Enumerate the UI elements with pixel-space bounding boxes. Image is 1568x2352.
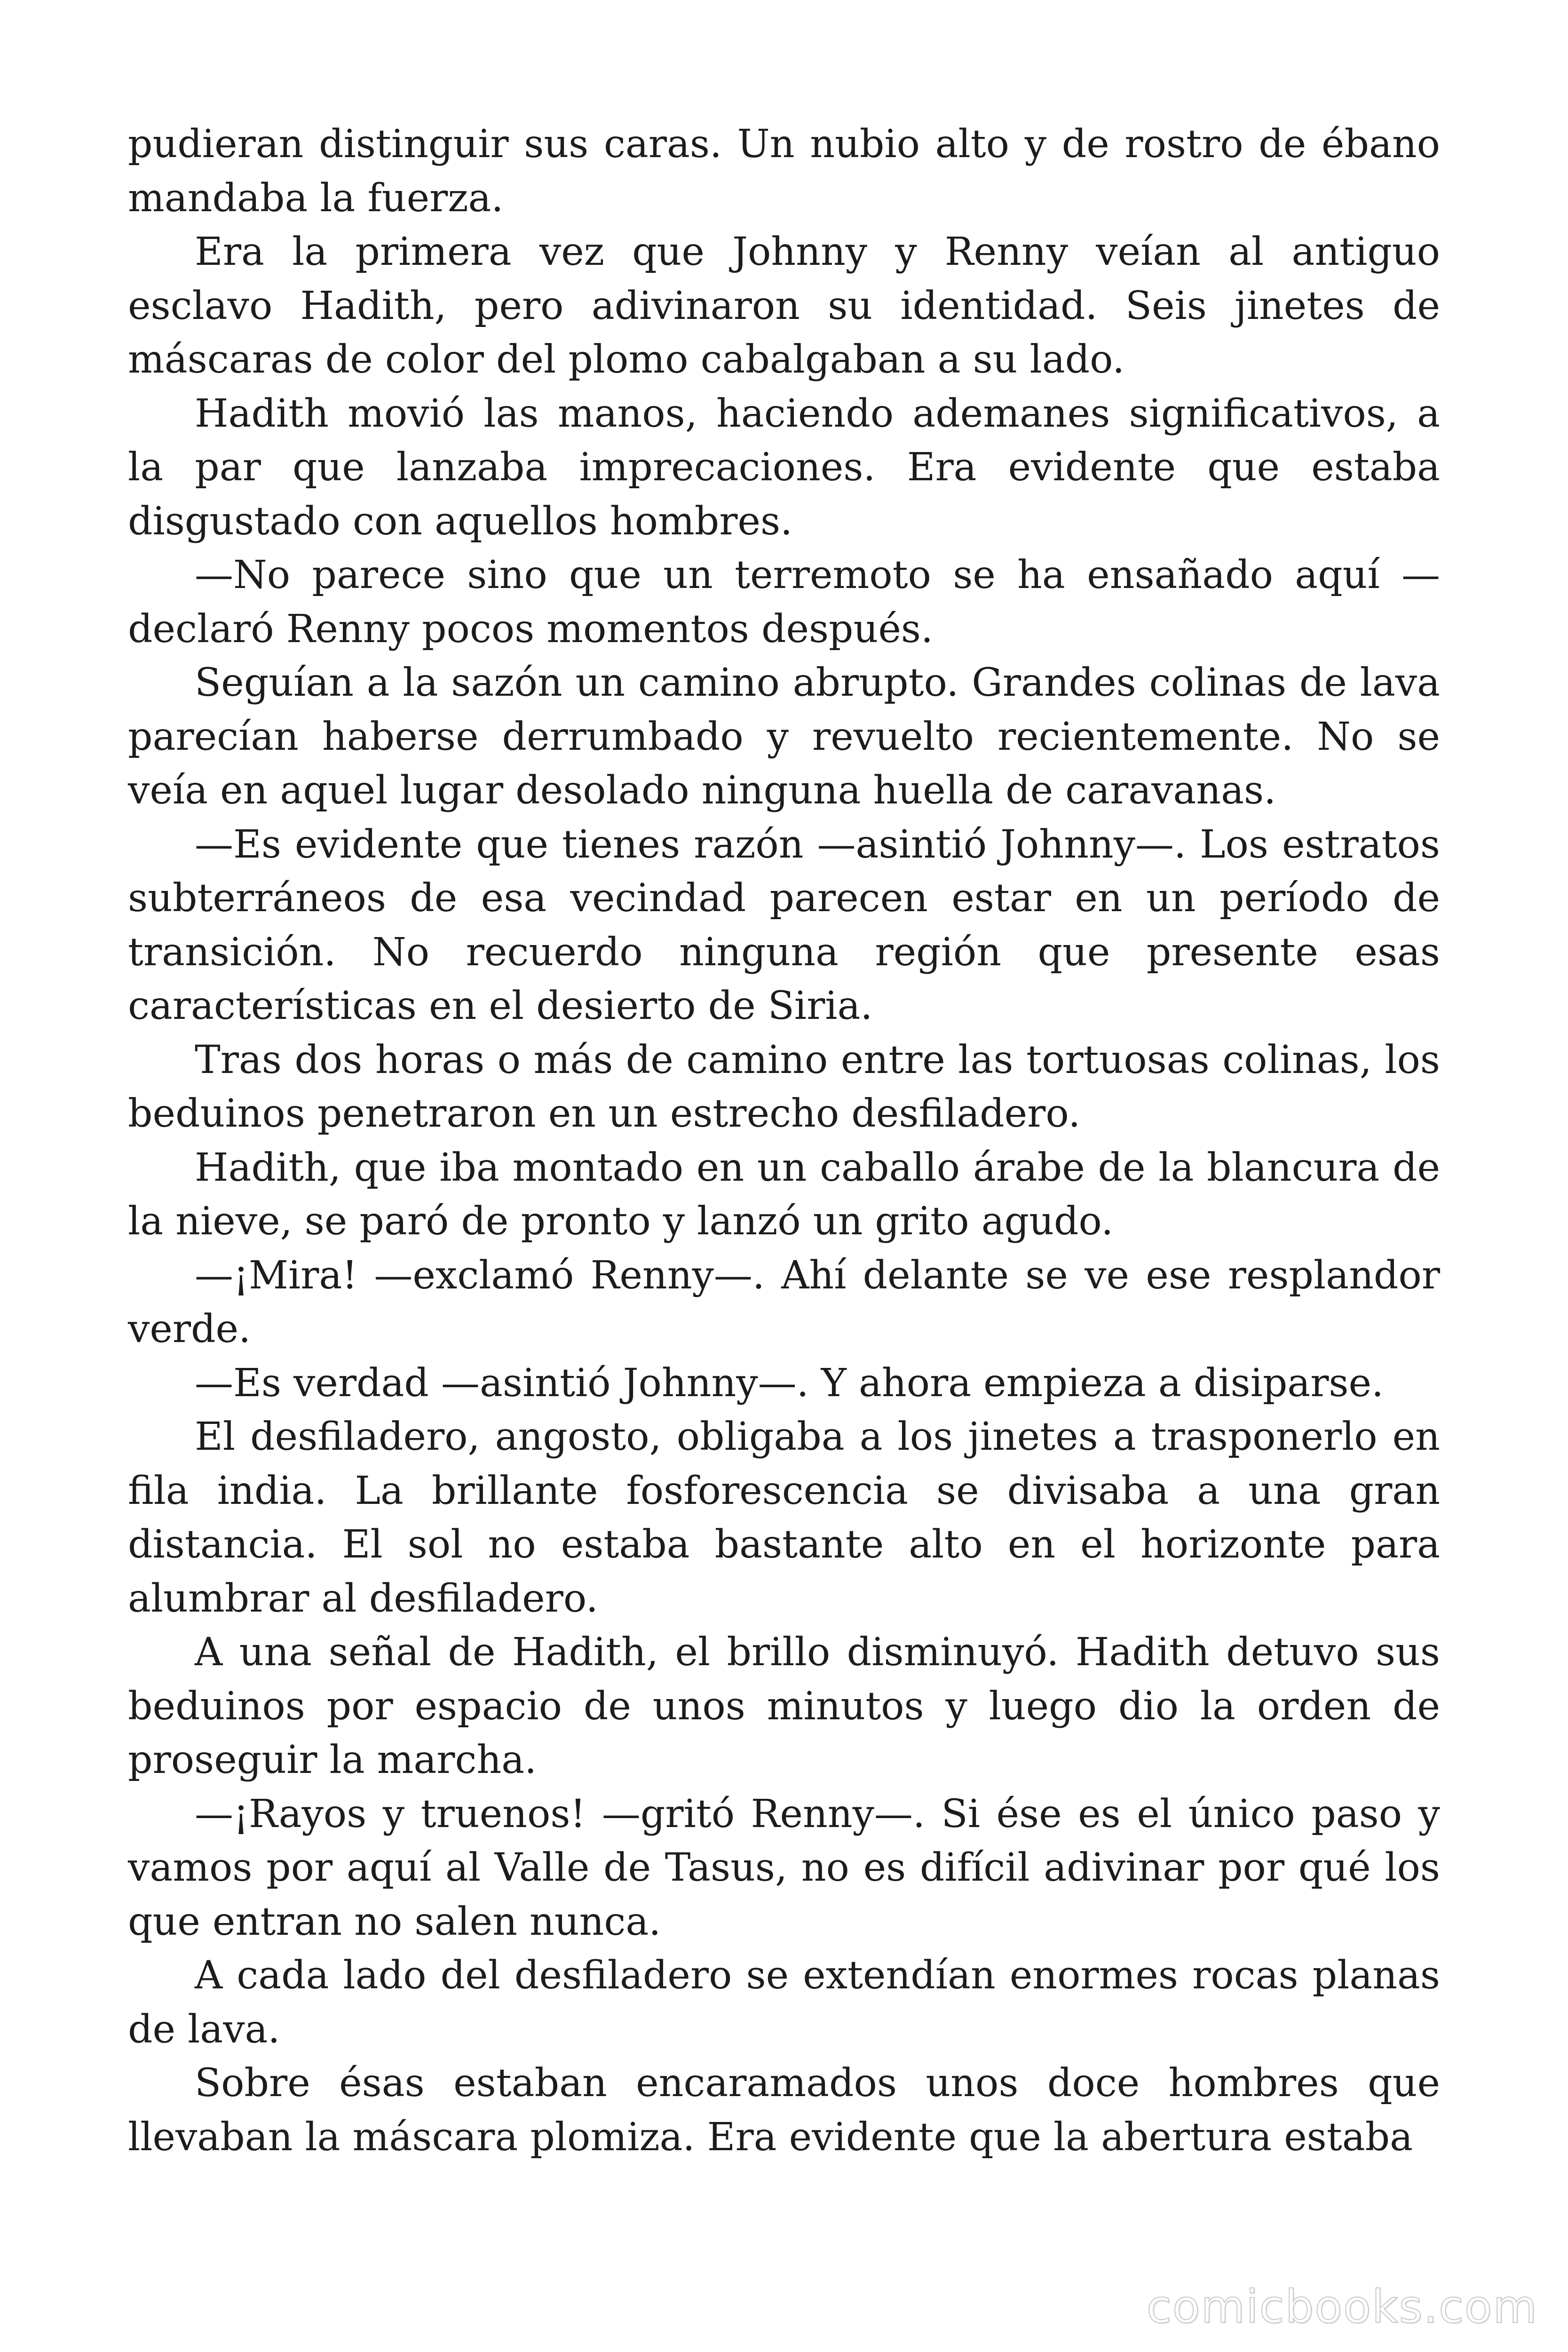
paragraph: Hadith, que iba montado en un caballo árabe de la blancura de la nieve, se paró de pronto y lanzó un grito agudo. bbox=[128, 1145, 1440, 1244]
paragraph: —¡Rayos y truenos! —gritó Renny—. Si ése es el único paso y vamos por aquí al Valle de Tasus, no es difícil adivinar por qué los que entran no salen nunca. bbox=[128, 1791, 1440, 1944]
paragraph: —No parece sino que un terremoto se ha ensañado aquí —declaró Renny pocos momentos después. bbox=[128, 553, 1440, 652]
paragraph: Hadith movió las manos, haciendo ademanes significativos, a la par que lanzaba imprecaciones. Era evidente que estaba disgustado con aquellos hombres. bbox=[128, 391, 1440, 544]
paragraph: El desfiladero, angosto, obligaba a los jinetes a trasponerlo en fila india. La brillante fosforescencia se divisaba a una gran distancia. El sol no estaba bastante alto en el horizonte para alumbrar al desfiladero. bbox=[128, 1414, 1440, 1621]
paragraph: pudieran distinguir sus caras. Un nubio alto y de rostro de ébano mandaba la fuerza. bbox=[128, 122, 1440, 221]
paragraph: —¡Mira! —exclamó Renny—. Ahí delante se ve ese resplandor verde. bbox=[128, 1253, 1440, 1351]
paragraph: —Es verdad —asintió Johnny—. Y ahora empieza a disiparse. bbox=[195, 1360, 1384, 1406]
paragraph: Seguían a la sazón un camino abrupto. Grandes colinas de lava parecían haberse derrumbado y revuelto recientemente. No se veía en aquel lugar desolado ninguna huella de caravanas. bbox=[128, 660, 1440, 813]
body-text bbox=[128, 118, 1440, 2164]
paragraph: —Es evidente que tienes razón —asintió Johnny—. Los estratos subterráneos de esa vecindad parecen estar en un período de transición. No recuerdo ninguna región que presente esas características en el desierto de Siria. bbox=[128, 822, 1440, 1028]
paragraph: Tras dos horas o más de camino entre las tortuosas colinas, los beduinos penetraron en un estrecho desfiladero. bbox=[128, 1037, 1440, 1136]
paragraph: A una señal de Hadith, el brillo disminuyó. Hadith detuvo sus beduinos por espacio de unos minutos y luego dio la orden de proseguir la marcha. bbox=[128, 1630, 1440, 1782]
paragraph: Sobre ésas estaban encaramados unos doce hombres que llevaban la máscara plomiza. Era evidente que la abertura estaba bbox=[128, 2061, 1440, 2160]
paragraph: Era la primera vez que Johnny y Renny veían al antiguo esclavo Hadith, pero adivinaron su identidad. Seis jinetes de máscaras de color del plomo cabalgaban a su lado. bbox=[128, 230, 1440, 382]
watermark-text: comicbooks.com bbox=[1146, 2280, 1538, 2333]
paragraph: A cada lado del desfiladero se extendían enormes rocas planas de lava. bbox=[128, 1953, 1440, 2052]
